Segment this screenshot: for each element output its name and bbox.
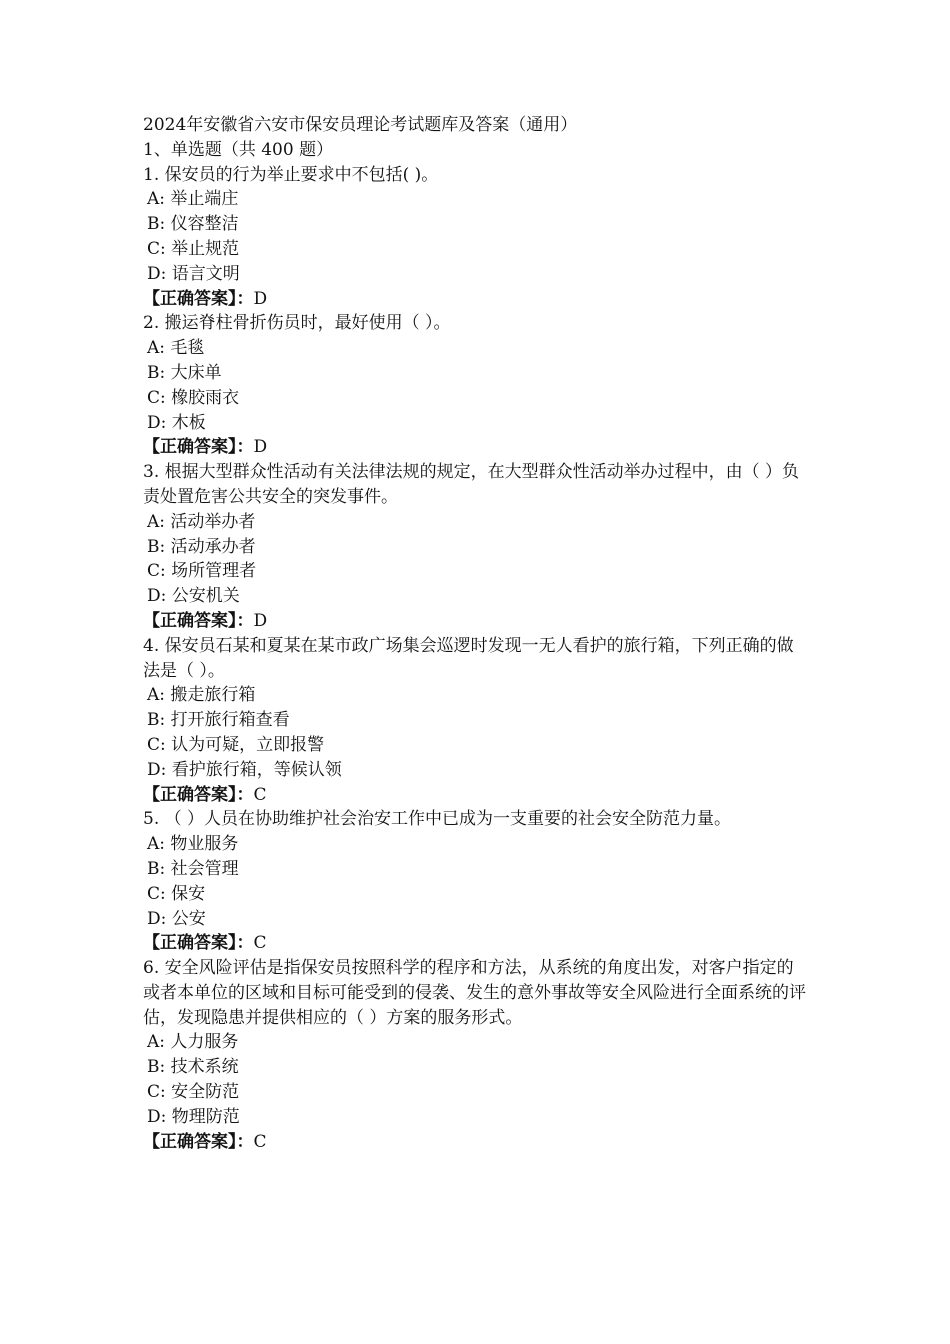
question-block [143,634,813,808]
question-text: （ ）人员在协助维护社会治安工作中已成为一支重要的社会安全防范力量。 [164,809,732,830]
question-block [143,311,813,460]
question-stem [143,807,808,832]
question-block [143,460,813,634]
question-text: 保安员石某和夏某在某市政广场集会巡逻时发现一无人看护的旅行箱，下列正确的做法是（ ）。 [143,635,794,681]
answer-option: D: 木板 [147,412,206,433]
answer-option: B: 社会管理 [147,858,239,879]
question-number: 1. [143,164,160,185]
question-number: 6. [143,958,160,979]
correct-answer-value: D [253,437,268,458]
question-block [143,163,813,312]
answer-option: C: 橡胶雨衣 [147,387,240,408]
answer-option: C: 安全防范 [147,1082,240,1103]
answer-option: A: 搬走旅行箱 [147,685,256,706]
correct-answer [143,287,813,312]
document-page [143,113,813,1154]
question-number: 2. [143,313,160,334]
answer-option: C: 场所管理者 [147,561,257,582]
correct-answer [143,435,813,460]
answer-option: D: 语言文明 [147,263,240,284]
correct-answer-label: 【正确答案】： [143,610,254,631]
question-stem [143,956,808,1030]
correct-answer-label: 【正确答案】： [143,933,254,954]
question-text: 根据大型群众性活动有关法律法规的规定，在大型群众性活动举办过程中，由（ ）负责处置危害公共安全的突发事件。 [143,462,800,507]
question-text: 搬运脊柱骨折伤员时，最好使用（ ）。 [164,313,451,334]
section-heading: 1、单选题（共 400 题） [143,139,334,160]
answer-option: D: 物理防范 [147,1106,240,1127]
answer-option: A: 活动举办者 [147,511,256,532]
answer-option: D: 看护旅行箱，等候认领 [147,759,342,780]
question-stem [143,460,808,510]
correct-answer [143,609,813,634]
answer-option: B: 仪容整洁 [147,214,239,235]
answer-option: A: 人力服务 [147,1032,239,1053]
question-list [143,163,813,1155]
correct-answer [143,931,813,956]
question-stem [143,311,808,336]
correct-answer-value: C [253,933,267,954]
document-title: 2024年安徽省六安市保安员理论考试题库及答案（通用） [143,115,578,135]
correct-answer-label: 【正确答案】： [143,784,254,805]
question-stem [143,634,808,684]
correct-answer-label: 【正确答案】： [143,1131,254,1152]
answer-option: B: 活动承办者 [147,536,256,557]
question-number: 4. [143,635,160,656]
question-number: 5. [143,809,160,830]
answer-option: B: 技术系统 [147,1057,239,1078]
question-block [143,807,813,956]
answer-option: A: 毛毯 [147,338,205,359]
correct-answer [143,1130,813,1155]
answer-option: B: 打开旅行箱查看 [147,710,290,731]
answer-option: B: 大床单 [147,362,222,383]
correct-answer-value: D [253,610,268,631]
correct-answer-label: 【正确答案】： [143,437,254,458]
answer-option: A: 物业服务 [147,834,239,855]
question-text: 保安员的行为举止要求中不包括( )。 [164,164,439,185]
correct-answer-value: C [253,1131,267,1152]
question-text: 安全风险评估是指保安员按照科学的程序和方法，从系统的角度出发，对客户指定的或者本单位的区域和目标可能受到的侵袭、发生的意外事故等安全风险进行全面系统的评估，发现隐患并提供相应的（ ）方案的服务形式。 [143,958,806,1028]
question-stem [143,163,808,188]
answer-option: A: 举止端庄 [147,189,239,210]
correct-answer-value: C [253,784,267,805]
correct-answer-value: D [253,288,268,309]
answer-option: C: 认为可疑，立即报警 [147,734,325,755]
answer-option: D: 公安 [147,908,206,929]
correct-answer [143,783,813,808]
answer-option: C: 保安 [147,883,206,904]
question-block [143,956,813,1154]
question-number: 3. [143,462,160,483]
answer-option: C: 举止规范 [147,238,240,259]
answer-option: D: 公安机关 [147,586,240,607]
correct-answer-label: 【正确答案】： [143,288,254,309]
